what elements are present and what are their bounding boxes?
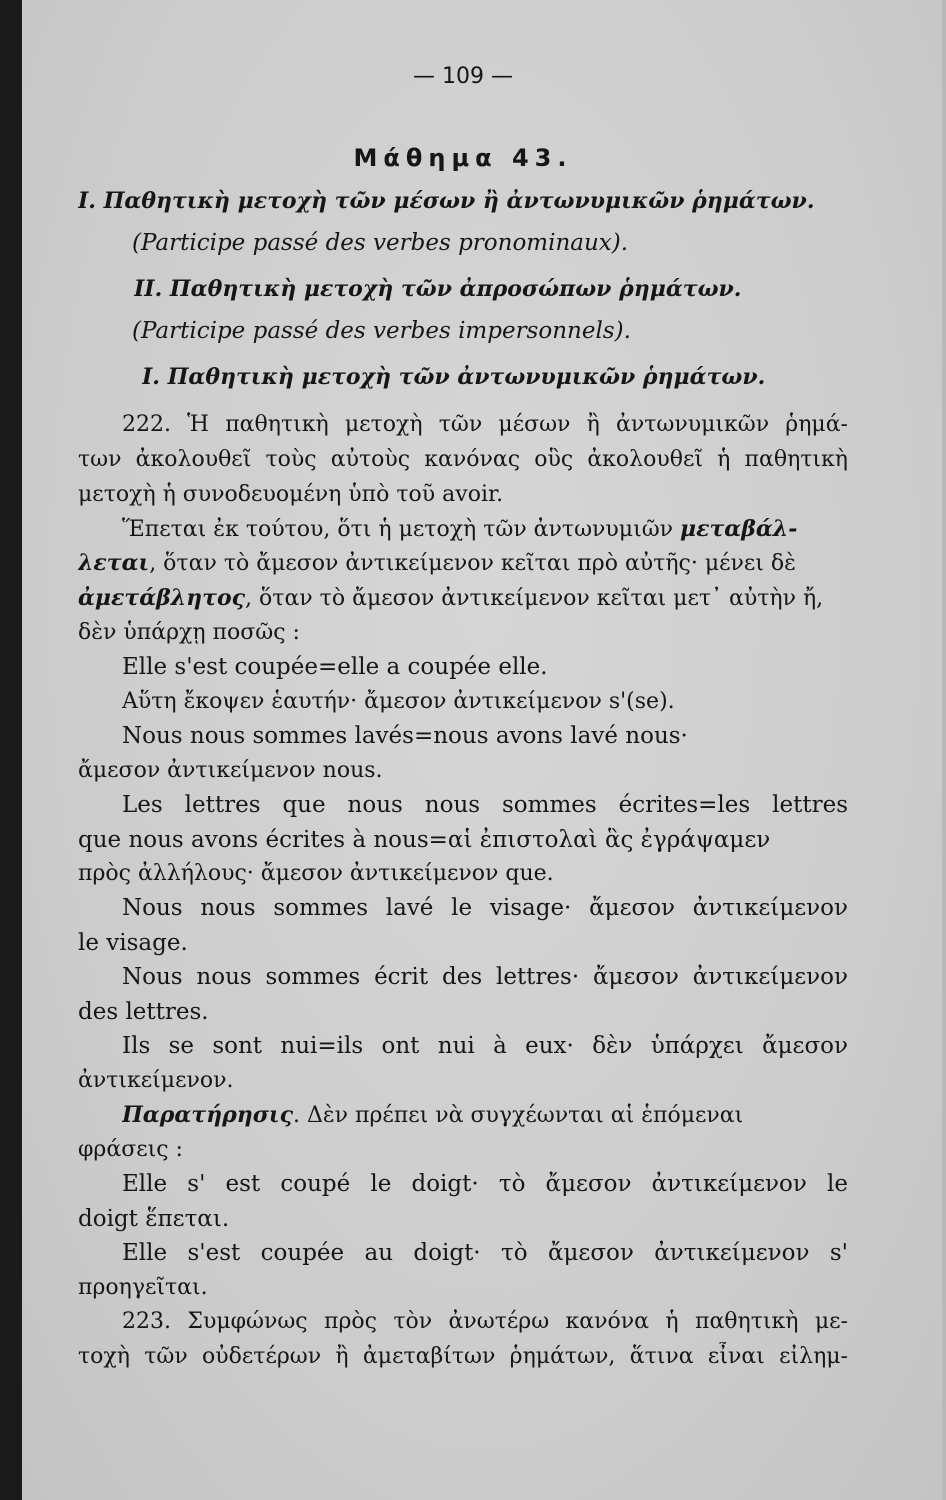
page-number: — 109 —	[413, 64, 513, 89]
example-6: que nous avons écrites à nous=αἱ ἐπιστολαὶ ἃς ἐγράψαμεν	[78, 827, 771, 853]
example-10: Nous nous sommes écrit des lettres· ἄμεσον ἀντικείμενον	[122, 964, 848, 990]
page-edge	[942, 0, 946, 1500]
heading-2-french: (Participe passé des verbes impersonnels).	[132, 318, 631, 344]
example-4: ἄμεσον ἀντικείμενον nous.	[78, 758, 383, 783]
note-line-1-text: . Δὲν πρέπει νὰ συγχέωνται αἱ ἑπόμεναι	[292, 1103, 744, 1128]
rule-term-letai: λεται	[78, 550, 150, 576]
note-line-3: Elle s' est coupé le doigt· τὸ ἄμεσον ἀντικείμενον le	[122, 1171, 848, 1197]
rule-line-4: δὲν ὑπάρχῃ ποσῶς :	[78, 620, 300, 645]
note-line-4: doigt ἕπεται.	[78, 1206, 230, 1232]
example-13: ἀντικείμενον.	[78, 1068, 234, 1093]
heading-1: Ι. Παθητικὴ μετοχὴ τῶν μέσων ἢ ἀντωνυμικῶν ῥημάτων.	[78, 188, 815, 214]
rule-term-ametavlitos: ἀμετάβλητος	[78, 585, 246, 611]
paragraph-222-line-3: μετοχὴ ἡ συνοδευομένη ὑπὸ τοῦ avoir.	[78, 482, 504, 507]
section-heading: Ι. Παθητικὴ μετοχὴ τῶν ἀντωνυμικῶν ῥημάτων.	[142, 364, 766, 390]
example-12: Ils se sont nui=ils ont nui à eux· δὲν ὑπάρχει ἄμεσον	[122, 1033, 848, 1059]
example-8: Nous nous sommes lavé le visage· ἄμεσον ἀντικείμενον	[122, 895, 848, 921]
rule-line-2-text: , ὅταν τὸ ἄμεσον ἀντικείμενον κεῖται πρὸ αὐτῆς· μένει δὲ	[149, 551, 796, 576]
example-1: Elle s'est coupée=elle a coupée elle.	[122, 654, 548, 680]
paragraph-223-line-1: 223. Συμφώνως πρὸς τὸν ἀνωτέρω κανόνα ἡ παθητικὴ με-	[122, 1309, 848, 1334]
note-line-1	[122, 1100, 848, 1131]
example-11: des lettres.	[78, 999, 209, 1025]
paragraph-223-line-2: τοχὴ τῶν οὐδετέρων ἢ ἀμεταβίτων ῥημάτων, ἅτινα εἶναι εἰλημ-	[78, 1344, 848, 1369]
example-3: Nous nous sommes lavés=nous avons lavé nous·	[122, 723, 688, 749]
rule-line-3-text: , ὅταν τὸ ἄμεσον ἀντικείμενον κεῖται μετ᾽ αὐτὴν ἤ,	[245, 586, 824, 611]
paragraph-222-line-1: 222. Ἡ παθητικὴ μετοχὴ τῶν μέσων ἢ ἀντωνυμικῶν ῥημά-	[122, 412, 848, 437]
rule-term-metavalletai: μεταβάλ-	[680, 516, 798, 542]
heading-2: ΙΙ. Παθητικὴ μετοχὴ τῶν ἀπροσώπων ῥημάτων.	[134, 276, 742, 302]
example-7: πρὸς ἀλλήλους· ἄμεσον ἀντικείμενον que.	[78, 861, 554, 886]
book-page	[22, 0, 946, 1500]
note-line-6: προηγεῖται.	[78, 1275, 208, 1300]
example-9: le visage.	[78, 930, 188, 956]
paragraph-222-line-2: των ἀκολουθεῖ τοὺς αὐτοὺς κανόνας οὓς ἀκολουθεῖ ἡ παθητικὴ	[78, 447, 848, 472]
rule-line-3	[78, 583, 848, 614]
rule-line-2	[78, 548, 848, 579]
note-line-5: Elle s'est coupée au doigt· τὸ ἄμεσον ἀντικείμενον s'	[122, 1240, 848, 1266]
heading-1-french: (Participe passé des verbes pronominaux).	[132, 230, 629, 256]
rule-line-1-text: Ἕπεται ἐκ τούτου, ὅτι ἡ μετοχὴ τῶν ἀντωνυμιῶν	[122, 517, 681, 542]
example-2: Αὕτη ἔκοψεν ἑαυτήν· ἄμεσον ἀντικείμενον s'(se).	[122, 689, 675, 714]
example-5: Les lettres que nous nous sommes écrites=les lettres	[122, 792, 848, 818]
note-label: Παρατήρησις	[122, 1102, 293, 1128]
lesson-title: Μάθημα 43.	[353, 144, 573, 172]
note-line-2: φράσεις :	[78, 1137, 183, 1162]
rule-line-1	[122, 514, 848, 545]
